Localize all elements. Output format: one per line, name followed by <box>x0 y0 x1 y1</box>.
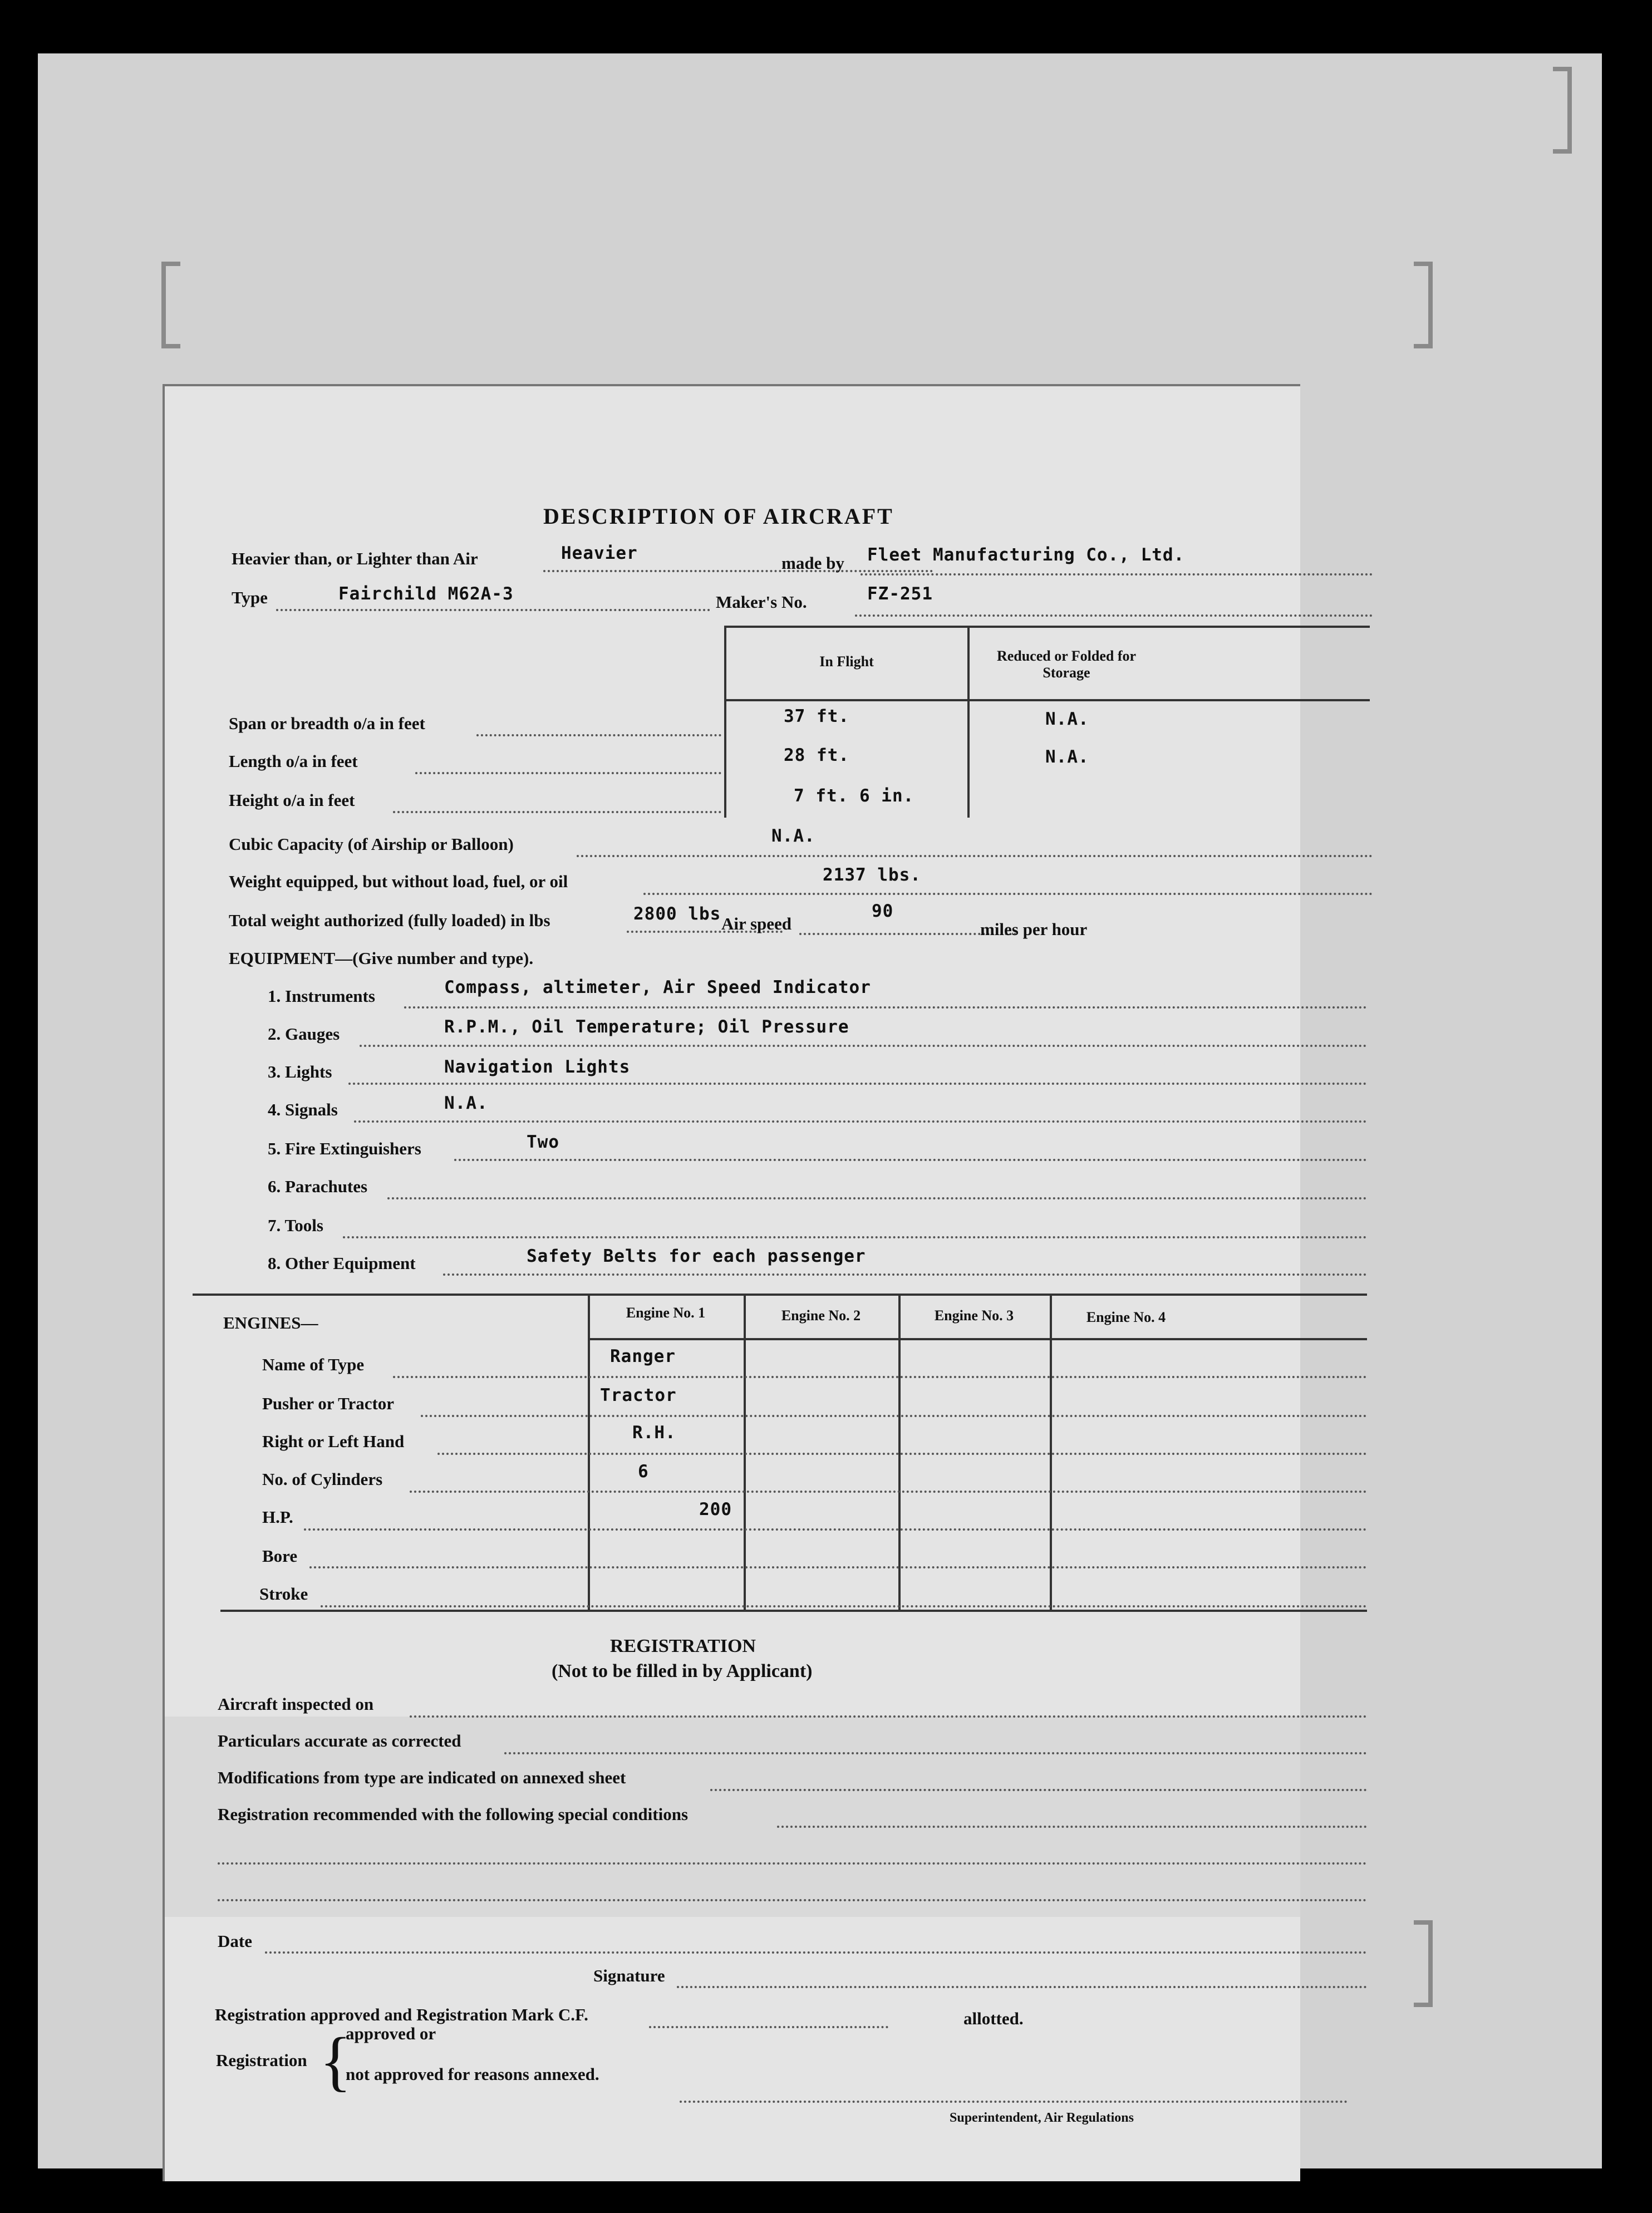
made-by-label: made by <box>781 553 844 573</box>
date-label: Date <box>218 1931 252 1951</box>
heavier-value: Heavier <box>561 543 638 563</box>
reg-line-label: Aircraft inspected on <box>218 1694 374 1714</box>
span-storage: N.A. <box>1045 709 1089 729</box>
total-weight-value: 2800 lbs <box>633 904 721 924</box>
leader-line <box>454 1159 1367 1161</box>
col-storage: Reduced or Folded for Storage <box>996 648 1137 681</box>
leader-line <box>276 609 710 611</box>
equip-label-8: 8. Other Equipment <box>268 1253 416 1273</box>
leader-line <box>387 1197 1367 1199</box>
cubic-label: Cubic Capacity (of Airship or Balloon) <box>229 834 514 854</box>
engine-row-label: No. of Cylinders <box>262 1469 383 1489</box>
engine-col-1: Engine No. 1 <box>626 1305 706 1321</box>
allotted-label: allotted. <box>963 2009 1024 2028</box>
equip-value-5: Two <box>527 1132 559 1152</box>
crop-mark-upper-right <box>1553 67 1572 154</box>
mph-label: miles per hour <box>980 919 1088 939</box>
form-sheet <box>163 384 1300 2181</box>
engine-col-2: Engine No. 2 <box>781 1307 861 1324</box>
engine-row-label: Stroke <box>259 1584 308 1604</box>
equip-value-4: N.A. <box>444 1093 488 1113</box>
rule <box>193 1294 1367 1296</box>
form-title: DESCRIPTION OF AIRCRAFT <box>543 504 894 529</box>
leader-line <box>677 1986 1367 1988</box>
leader-line <box>504 1752 1367 1754</box>
col-in-flight: In Flight <box>819 653 874 670</box>
leader-line <box>354 1120 1367 1123</box>
leader-line <box>393 1376 1367 1378</box>
engines-label: ENGINES— <box>223 1313 318 1332</box>
span-in-flight: 37 ft. <box>784 706 849 726</box>
type-value: Fairchild M62A-3 <box>338 584 514 604</box>
equip-value-3: Navigation Lights <box>444 1057 631 1077</box>
reg-line-label: Particulars accurate as corrected <box>218 1731 461 1750</box>
leader-line <box>649 2026 888 2028</box>
registration-title: REGISTRATION <box>610 1636 756 1656</box>
weight-equipped-value: 2137 lbs. <box>823 865 921 885</box>
length-storage: N.A. <box>1045 747 1089 767</box>
crop-mark-bottom-right <box>1414 1920 1433 2007</box>
equip-label-1: 1. Instruments <box>268 986 375 1006</box>
rule <box>220 1610 1367 1612</box>
type-label: Type <box>232 588 268 607</box>
equip-label-3: 3. Lights <box>268 1062 332 1081</box>
makers-no-value: FZ-251 <box>867 584 933 604</box>
engine-col-4: Engine No. 4 <box>1086 1309 1166 1325</box>
leader-line <box>410 1491 1367 1493</box>
superintendent-label: Superintendent, Air Regulations <box>950 2111 1134 2125</box>
approved-line-label: Registration approved and Registration Mark C.F. <box>215 2005 588 2024</box>
leader-line <box>443 1273 1367 1276</box>
equip-value-8: Safety Belts for each passenger <box>527 1246 866 1266</box>
rule <box>744 1294 746 1611</box>
leader-line <box>218 1899 1367 1901</box>
leader-line <box>415 772 721 774</box>
rule <box>967 626 970 818</box>
brace-glyph: { <box>319 2024 352 2098</box>
length-label: Length o/a in feet <box>229 751 358 771</box>
length-in-flight: 28 ft. <box>784 745 849 765</box>
rule <box>588 1338 1367 1340</box>
equip-label-5: 5. Fire Extinguishers <box>268 1139 421 1158</box>
made-by-value: Fleet Manufacturing Co., Ltd. <box>867 545 1185 565</box>
rule <box>898 1294 901 1611</box>
reg-line-label: Modifications from type are indicated on annexed sheet <box>218 1768 626 1787</box>
leader-line <box>218 1862 1367 1865</box>
approved-or-label: approved or <box>346 2024 436 2043</box>
crop-mark-top-right <box>1414 262 1433 348</box>
equip-label-4: 4. Signals <box>268 1100 338 1119</box>
leader-line <box>304 1528 1367 1531</box>
total-weight-label: Total weight authorized (fully loaded) in lbs <box>229 911 550 930</box>
leader-line <box>410 1715 1367 1718</box>
equip-label-7: 7. Tools <box>268 1216 323 1235</box>
leader-line <box>777 1826 1367 1828</box>
registration-subtitle: (Not to be filled in by Applicant) <box>552 1661 813 1681</box>
leader-line <box>680 2101 1348 2103</box>
equip-label-2: 2. Gauges <box>268 1024 340 1044</box>
engine-col-3: Engine No. 3 <box>934 1307 1014 1324</box>
signature-label: Signature <box>593 1966 665 1985</box>
equip-label-6: 6. Parachutes <box>268 1177 368 1196</box>
equip-value-1: Compass, altimeter, Air Speed Indicator <box>444 977 871 997</box>
engine-1-value: Tractor <box>600 1385 677 1405</box>
leader-line <box>437 1453 1367 1455</box>
leader-line <box>360 1045 1367 1047</box>
heavier-label: Heavier than, or Lighter than Air <box>232 549 478 568</box>
leader-line <box>421 1415 1367 1417</box>
registration-label: Registration <box>216 2050 307 2070</box>
equip-value-2: R.P.M., Oil Temperature; Oil Pressure <box>444 1017 849 1037</box>
airspeed-label: Air speed <box>721 914 792 933</box>
cubic-value: N.A. <box>771 826 815 846</box>
rule <box>724 626 726 818</box>
not-approved-label: not approved for reasons annexed. <box>346 2064 599 2084</box>
rule <box>1050 1294 1052 1611</box>
engine-1-value: Ranger <box>610 1346 676 1366</box>
span-label: Span or breadth o/a in feet <box>229 714 425 733</box>
engine-row-label: Right or Left Hand <box>262 1432 405 1451</box>
weight-equipped-label: Weight equipped, but without load, fuel, or oil <box>229 872 568 891</box>
leader-line <box>393 811 721 813</box>
airspeed-value: 90 <box>872 901 894 921</box>
leader-line <box>710 1789 1367 1791</box>
engine-1-value: 200 <box>699 1499 732 1519</box>
equipment-label: EQUIPMENT—(Give number and type). <box>229 948 534 968</box>
engine-1-value: 6 <box>638 1462 649 1482</box>
leader-line <box>643 893 1373 895</box>
leader-line <box>265 1951 1367 1954</box>
leader-line <box>577 855 1373 857</box>
height-in-flight: 7 ft. 6 in. <box>794 786 914 806</box>
reg-line-label: Registration recommended with the following special conditions <box>218 1804 689 1824</box>
engine-row-label: Name of Type <box>262 1355 365 1374</box>
leader-line <box>855 614 1373 617</box>
rule <box>724 699 1370 701</box>
leader-line <box>321 1605 1367 1607</box>
engine-1-value: R.H. <box>632 1423 676 1443</box>
leader-line <box>309 1566 1367 1568</box>
rule <box>724 626 1370 628</box>
rule <box>588 1294 590 1611</box>
leader-line <box>476 734 721 736</box>
engine-row-label: H.P. <box>262 1507 293 1527</box>
makers-no-label: Maker's No. <box>716 592 807 612</box>
leader-line <box>348 1083 1367 1085</box>
engine-row-label: Bore <box>262 1546 298 1566</box>
leader-line <box>861 573 1373 576</box>
engine-row-label: Pusher or Tractor <box>262 1394 395 1413</box>
leader-line <box>404 1006 1367 1009</box>
height-label: Height o/a in feet <box>229 790 355 810</box>
crop-mark-top-left <box>161 262 180 348</box>
leader-line <box>343 1236 1367 1238</box>
leader-line <box>543 570 933 572</box>
